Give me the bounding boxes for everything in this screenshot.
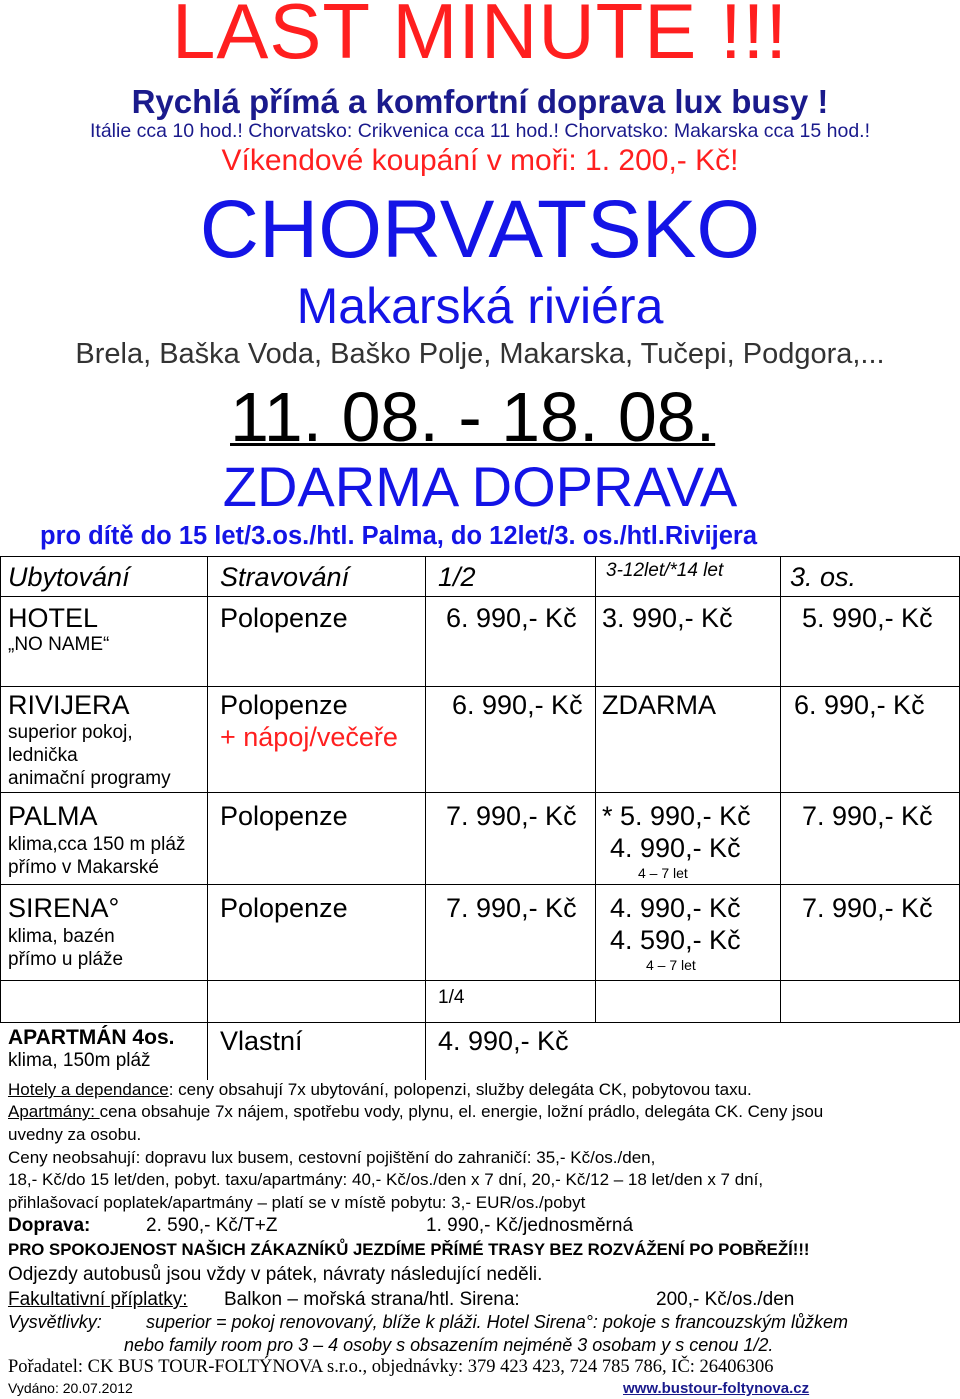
direct-routes-banner: PRO SPOKOJENOST NAŠICH ZÁKAZNÍKŮ JEZDÍME PŘÍMÉ TRASY BEZ ROZVÁŽENÍ PO POBŘEŽÍ!!!: [8, 1240, 810, 1259]
board-type: Polopenze: [220, 603, 348, 633]
optional-price: 200,- Kč/os./den: [656, 1289, 795, 1310]
apartments-text: cena obsahuje 7x nájem, spotřebu vody, plynu, el. energie, ložní prádlo, delegáta CK. Ceny jsou: [99, 1102, 824, 1121]
hotels-info: [8, 1080, 752, 1100]
hotel-desc: superior pokoj,: [8, 722, 133, 743]
age-note: 4 – 7 let: [638, 865, 688, 881]
header-third: 3. os.: [790, 562, 857, 592]
hotels-text: : ceny obsahují 7x ubytování, polopenzi, služby delegáta CK, pobytovou taxu.: [168, 1080, 752, 1099]
region-title: Makarská riviéra: [296, 278, 664, 334]
dates: 11. 08. - 18. 08.: [230, 378, 716, 456]
issued-date: Vydáno: 20.07.2012: [8, 1380, 133, 1396]
hotel-name: SIRENA°: [8, 893, 120, 923]
legend-label: Vysvětlivky:: [8, 1312, 102, 1332]
price-child: ZDARMA: [602, 690, 716, 720]
price-child-young: 4. 990,- Kč: [610, 833, 741, 863]
free-transport: ZDARMA DOPRAVA: [222, 455, 738, 518]
price-adult: 7. 990,- Kč: [446, 801, 577, 831]
page-title: LAST MINUTE !!!: [172, 0, 788, 75]
hotel-name: RIVIJERA: [8, 690, 130, 720]
apartments-info-cont: uvedny za osobu.: [8, 1125, 142, 1144]
transport-oneway: 1. 990,- Kč/jednosměrná: [426, 1215, 634, 1236]
hotel-desc: klima, bazén: [8, 926, 115, 947]
price-child: 3. 990,- Kč: [602, 603, 733, 633]
hotel-desc: animační programy: [8, 768, 171, 789]
age-note: 4 – 7 let: [646, 957, 696, 973]
price-child-young: 4. 590,- Kč: [610, 925, 741, 955]
exclusions-1: Ceny neobsahují: dopravu lux busem, cestovní pojištění do zahraničí: 35,- Kč/os./den,: [8, 1148, 656, 1167]
apartment-desc: klima, 150m pláž: [8, 1050, 151, 1071]
hotels-label: Hotely a dependance: [8, 1080, 169, 1099]
header-child: 3-12let/*14 let: [606, 560, 724, 581]
apartment-name: APARTMÁN 4os.: [8, 1026, 175, 1049]
board-type: Polopenze: [220, 801, 348, 831]
apartments-info: [8, 1102, 823, 1122]
departures: Odjezdy autobusů jsou vždy v pátek, návraty následující neděli.: [8, 1264, 543, 1285]
header-half: 1/2: [438, 562, 476, 592]
weekend-offer: Víkendové koupání v moři: 1. 200,- Kč!: [221, 144, 739, 177]
travel-times: Itálie cca 10 hod.! Chorvatsko: Crikvenica cca 11 hod.! Chorvatsko: Makarska cca 15 hod.!: [89, 120, 871, 142]
country-title: CHORVATSKO: [199, 184, 761, 275]
hotel-desc: lednička: [8, 745, 78, 766]
apartment-board: Vlastní: [220, 1026, 303, 1056]
hotel-desc: přímo u pláže: [8, 949, 124, 970]
subtitle: Rychlá přímá a komfortní doprava lux busy !: [131, 83, 829, 120]
quarter-label: 1/4: [438, 987, 465, 1008]
board-extra: + nápoj/večeře: [220, 722, 398, 752]
apartment-price: 4. 990,- Kč: [438, 1026, 569, 1056]
price-third: 5. 990,- Kč: [802, 603, 933, 633]
optional-item: Balkon – mořská strana/htl. Sirena:: [224, 1289, 520, 1310]
price-third: 7. 990,- Kč: [802, 801, 933, 831]
optional-label: Fakultativní příplatky:: [8, 1289, 188, 1310]
hotel-name: PALMA: [8, 801, 98, 831]
price-adult: 6. 990,- Kč: [446, 603, 577, 633]
price-child: * 5. 990,- Kč: [602, 801, 751, 831]
legend-line-1: superior = pokoj renovovaný, blíže k pláži. Hotel Sirena°: pokoje s francouzským lůžkem: [146, 1312, 849, 1332]
free-transport-note: pro dítě do 15 let/3.os./htl. Palma, do 12let/3. os./htl.Rivijera: [40, 522, 758, 550]
price-third: 7. 990,- Kč: [802, 893, 933, 923]
hotel-desc: klima,cca 150 m pláž: [8, 834, 186, 855]
board-type: Polopenze: [220, 690, 348, 720]
price-adult: 7. 990,- Kč: [446, 893, 577, 923]
price-third: 6. 990,- Kč: [794, 690, 925, 720]
exclusions-3: přihlašovací poplatek/apartmány – platí se v místě pobytu: 3,- EUR/os./pobyt: [8, 1193, 586, 1212]
hotel-desc: „NO NAME“: [8, 634, 110, 655]
header-accommodation: Ubytování: [8, 562, 130, 592]
website-link[interactable]: www.bustour-foltynova.cz: [623, 1380, 810, 1397]
header-board: Stravování: [220, 562, 350, 592]
transport-return: 2. 590,- Kč/T+Z: [146, 1215, 278, 1236]
board-type: Polopenze: [220, 893, 348, 923]
exclusions-2: 18,- Kč/do 15 let/den, pobyt. taxu/apartmány: 40,- Kč/os./den x 7 dní, 20,- Kč/12 – 18 let/den x 7 dní,: [8, 1170, 764, 1189]
apartments-label: Apartmány:: [8, 1102, 100, 1121]
price-adult: 6. 990,- Kč: [452, 690, 583, 720]
transport-label: Doprava:: [8, 1215, 91, 1236]
organizer: Pořadatel: CK BUS TOUR-FOLTÝNOVA s.r.o., objednávky: 379 423 423, 724 785 786, IČ: 26406306: [8, 1357, 774, 1377]
towns: Brela, Baška Voda, Baško Polje, Makarska, Tučepi, Podgora,...: [75, 338, 885, 370]
price-child: 4. 990,- Kč: [610, 893, 741, 923]
hotel-name: HOTEL: [8, 603, 99, 633]
legend-line-2: nebo family room pro 3 – 4 osoby s obsazením nejméně 3 osobam y s cenou 1/2.: [124, 1335, 774, 1355]
hotel-desc: přímo v Makarské: [8, 857, 159, 878]
